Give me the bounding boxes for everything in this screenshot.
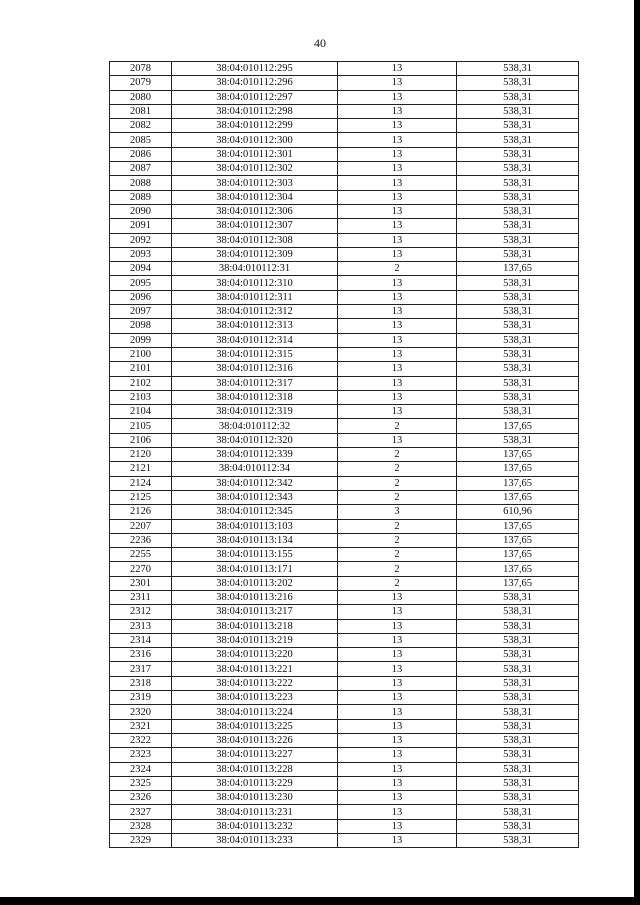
amount-cell: 538,31 [457, 204, 579, 218]
table-row [110, 490, 579, 504]
quantity-cell: 13 [338, 605, 457, 619]
quantity-cell: 13 [338, 719, 457, 733]
quantity-cell: 13 [338, 319, 457, 333]
row-number-cell: 2087 [110, 162, 172, 176]
quantity-cell: 3 [338, 505, 457, 519]
row-number-cell: 2313 [110, 619, 172, 633]
quantity-cell: 13 [338, 791, 457, 805]
table-row [110, 219, 579, 233]
amount-cell: 538,31 [457, 290, 579, 304]
quantity-cell: 2 [338, 490, 457, 504]
amount-cell: 538,31 [457, 433, 579, 447]
quantity-cell: 13 [338, 748, 457, 762]
cadastral-number-cell: 38:04:010112:300 [172, 133, 338, 147]
table-row [110, 147, 579, 161]
cadastral-number-cell: 38:04:010113:218 [172, 619, 338, 633]
table-row [110, 619, 579, 633]
quantity-cell: 13 [338, 648, 457, 662]
amount-cell: 538,31 [457, 147, 579, 161]
amount-cell: 137,65 [457, 576, 579, 590]
amount-cell: 538,31 [457, 90, 579, 104]
scan-edge-bottom [0, 897, 640, 905]
table-row [110, 104, 579, 118]
table-row [110, 376, 579, 390]
cadastral-number-cell: 38:04:010113:222 [172, 676, 338, 690]
row-number-cell: 2329 [110, 834, 172, 848]
quantity-cell: 2 [338, 519, 457, 533]
cadastral-number-cell: 38:04:010112:299 [172, 119, 338, 133]
amount-cell: 538,31 [457, 319, 579, 333]
quantity-cell: 13 [338, 376, 457, 390]
cadastral-number-cell: 38:04:010113:216 [172, 590, 338, 604]
table-row [110, 562, 579, 576]
amount-cell: 538,31 [457, 705, 579, 719]
cadastral-number-cell: 38:04:010112:316 [172, 362, 338, 376]
amount-cell: 538,31 [457, 347, 579, 361]
table-row [110, 762, 579, 776]
amount-cell: 538,31 [457, 619, 579, 633]
amount-cell: 538,31 [457, 104, 579, 118]
table-row [110, 305, 579, 319]
row-number-cell: 2317 [110, 662, 172, 676]
row-number-cell: 2096 [110, 290, 172, 304]
row-number-cell: 2080 [110, 90, 172, 104]
table-row [110, 190, 579, 204]
row-number-cell: 2319 [110, 691, 172, 705]
row-number-cell: 2082 [110, 119, 172, 133]
row-number-cell: 2311 [110, 590, 172, 604]
table-row [110, 162, 579, 176]
cadastral-number-cell: 38:04:010112:312 [172, 305, 338, 319]
table-row [110, 247, 579, 261]
amount-cell: 538,31 [457, 190, 579, 204]
amount-cell: 137,65 [457, 462, 579, 476]
cadastral-number-cell: 38:04:010112:297 [172, 90, 338, 104]
amount-cell: 538,31 [457, 691, 579, 705]
table-row [110, 76, 579, 90]
table-row [110, 290, 579, 304]
amount-cell: 538,31 [457, 162, 579, 176]
cadastral-number-cell: 38:04:010113:231 [172, 805, 338, 819]
cadastral-number-cell: 38:04:010112:319 [172, 405, 338, 419]
row-number-cell: 2326 [110, 791, 172, 805]
row-number-cell: 2092 [110, 233, 172, 247]
amount-cell: 538,31 [457, 247, 579, 261]
row-number-cell: 2124 [110, 476, 172, 490]
cadastral-number-cell: 38:04:010113:225 [172, 719, 338, 733]
row-number-cell: 2105 [110, 419, 172, 433]
cadastral-number-cell: 38:04:010113:217 [172, 605, 338, 619]
amount-cell: 538,31 [457, 362, 579, 376]
quantity-cell: 13 [338, 305, 457, 319]
cadastral-number-cell: 38:04:010112:306 [172, 204, 338, 218]
quantity-cell: 13 [338, 834, 457, 848]
quantity-cell: 2 [338, 533, 457, 547]
cadastral-number-cell: 38:04:010112:318 [172, 390, 338, 404]
cadastral-number-cell: 38:04:010113:219 [172, 633, 338, 647]
table-row [110, 776, 579, 790]
row-number-cell: 2103 [110, 390, 172, 404]
quantity-cell: 2 [338, 462, 457, 476]
row-number-cell: 2121 [110, 462, 172, 476]
cadastral-number-cell: 38:04:010113:224 [172, 705, 338, 719]
amount-cell: 538,31 [457, 762, 579, 776]
cadastral-number-cell: 38:04:010112:307 [172, 219, 338, 233]
row-number-cell: 2102 [110, 376, 172, 390]
cadastral-number-cell: 38:04:010112:298 [172, 104, 338, 118]
quantity-cell: 13 [338, 62, 457, 76]
quantity-cell: 13 [338, 390, 457, 404]
amount-cell: 538,31 [457, 276, 579, 290]
table-row [110, 433, 579, 447]
amount-cell: 538,31 [457, 633, 579, 647]
row-number-cell: 2086 [110, 147, 172, 161]
quantity-cell: 13 [338, 362, 457, 376]
row-number-cell: 2325 [110, 776, 172, 790]
cadastral-number-cell: 38:04:010113:220 [172, 648, 338, 662]
cadastral-number-cell: 38:04:010113:230 [172, 791, 338, 805]
row-number-cell: 2301 [110, 576, 172, 590]
quantity-cell: 13 [338, 662, 457, 676]
quantity-cell: 13 [338, 805, 457, 819]
row-number-cell: 2098 [110, 319, 172, 333]
amount-cell: 137,65 [457, 533, 579, 547]
table-row [110, 691, 579, 705]
cadastral-number-cell: 38:04:010112:317 [172, 376, 338, 390]
row-number-cell: 2270 [110, 562, 172, 576]
cadastral-number-cell: 38:04:010112:311 [172, 290, 338, 304]
cadastral-number-cell: 38:04:010113:227 [172, 748, 338, 762]
cadastral-number-cell: 38:04:010112:345 [172, 505, 338, 519]
cadastral-number-cell: 38:04:010112:308 [172, 233, 338, 247]
cadastral-number-cell: 38:04:010113:171 [172, 562, 338, 576]
quantity-cell: 13 [338, 176, 457, 190]
row-number-cell: 2104 [110, 405, 172, 419]
row-number-cell: 2090 [110, 204, 172, 218]
cadastral-number-cell: 38:04:010113:232 [172, 819, 338, 833]
table-row [110, 733, 579, 747]
quantity-cell: 13 [338, 633, 457, 647]
amount-cell: 538,31 [457, 648, 579, 662]
cadastral-number-cell: 38:04:010112:320 [172, 433, 338, 447]
quantity-cell: 13 [338, 247, 457, 261]
cadastral-number-cell: 38:04:010112:295 [172, 62, 338, 76]
cadastral-number-cell: 38:04:010112:304 [172, 190, 338, 204]
parcel-table [109, 61, 579, 848]
table-row [110, 748, 579, 762]
quantity-cell: 2 [338, 262, 457, 276]
amount-cell: 538,31 [457, 834, 579, 848]
amount-cell: 538,31 [457, 719, 579, 733]
quantity-cell: 13 [338, 119, 457, 133]
amount-cell: 538,31 [457, 62, 579, 76]
row-number-cell: 2328 [110, 819, 172, 833]
table-row [110, 362, 579, 376]
amount-cell: 538,31 [457, 333, 579, 347]
quantity-cell: 13 [338, 133, 457, 147]
table-row [110, 419, 579, 433]
table-row [110, 204, 579, 218]
amount-cell: 538,31 [457, 76, 579, 90]
table-row [110, 576, 579, 590]
amount-cell: 137,65 [457, 476, 579, 490]
amount-cell: 538,31 [457, 176, 579, 190]
parcel-table-body [110, 62, 579, 848]
cadastral-number-cell: 38:04:010112:34 [172, 462, 338, 476]
table-row [110, 233, 579, 247]
row-number-cell: 2318 [110, 676, 172, 690]
cadastral-number-cell: 38:04:010112:315 [172, 347, 338, 361]
cadastral-number-cell: 38:04:010113:155 [172, 548, 338, 562]
amount-cell: 538,31 [457, 405, 579, 419]
row-number-cell: 2320 [110, 705, 172, 719]
scan-edge-right [634, 0, 640, 905]
cadastral-number-cell: 38:04:010112:31 [172, 262, 338, 276]
row-number-cell: 2085 [110, 133, 172, 147]
quantity-cell: 2 [338, 419, 457, 433]
amount-cell: 538,31 [457, 590, 579, 604]
row-number-cell: 2100 [110, 347, 172, 361]
row-number-cell: 2255 [110, 548, 172, 562]
row-number-cell: 2314 [110, 633, 172, 647]
table-row [110, 90, 579, 104]
amount-cell: 538,31 [457, 662, 579, 676]
quantity-cell: 13 [338, 190, 457, 204]
table-row [110, 705, 579, 719]
cadastral-number-cell: 38:04:010113:134 [172, 533, 338, 547]
cadastral-number-cell: 38:04:010112:313 [172, 319, 338, 333]
quantity-cell: 13 [338, 219, 457, 233]
amount-cell: 538,31 [457, 791, 579, 805]
table-row [110, 448, 579, 462]
table-row [110, 648, 579, 662]
cadastral-number-cell: 38:04:010112:302 [172, 162, 338, 176]
row-number-cell: 2091 [110, 219, 172, 233]
quantity-cell: 13 [338, 676, 457, 690]
amount-cell: 538,31 [457, 676, 579, 690]
quantity-cell: 13 [338, 290, 457, 304]
table-row [110, 519, 579, 533]
amount-cell: 137,65 [457, 262, 579, 276]
row-number-cell: 2078 [110, 62, 172, 76]
amount-cell: 538,31 [457, 119, 579, 133]
amount-cell: 538,31 [457, 819, 579, 833]
quantity-cell: 13 [338, 776, 457, 790]
amount-cell: 538,31 [457, 376, 579, 390]
cadastral-number-cell: 38:04:010112:314 [172, 333, 338, 347]
table-row [110, 476, 579, 490]
quantity-cell: 13 [338, 433, 457, 447]
amount-cell: 538,31 [457, 233, 579, 247]
table-row [110, 633, 579, 647]
table-row [110, 505, 579, 519]
row-number-cell: 2097 [110, 305, 172, 319]
amount-cell: 137,65 [457, 519, 579, 533]
row-number-cell: 2093 [110, 247, 172, 261]
quantity-cell: 13 [338, 347, 457, 361]
table-row [110, 662, 579, 676]
amount-cell: 137,65 [457, 562, 579, 576]
table-row [110, 819, 579, 833]
row-number-cell: 2081 [110, 104, 172, 118]
table-row [110, 133, 579, 147]
table-row [110, 405, 579, 419]
row-number-cell: 2321 [110, 719, 172, 733]
amount-cell: 538,31 [457, 305, 579, 319]
amount-cell: 610,96 [457, 505, 579, 519]
quantity-cell: 2 [338, 476, 457, 490]
row-number-cell: 2207 [110, 519, 172, 533]
row-number-cell: 2126 [110, 505, 172, 519]
quantity-cell: 13 [338, 162, 457, 176]
cadastral-number-cell: 38:04:010112:303 [172, 176, 338, 190]
row-number-cell: 2079 [110, 76, 172, 90]
cadastral-number-cell: 38:04:010113:233 [172, 834, 338, 848]
quantity-cell: 2 [338, 448, 457, 462]
quantity-cell: 13 [338, 104, 457, 118]
cadastral-number-cell: 38:04:010112:296 [172, 76, 338, 90]
row-number-cell: 2316 [110, 648, 172, 662]
table-row [110, 319, 579, 333]
quantity-cell: 13 [338, 90, 457, 104]
table-row [110, 590, 579, 604]
table-row [110, 390, 579, 404]
quantity-cell: 13 [338, 619, 457, 633]
row-number-cell: 2323 [110, 748, 172, 762]
cadastral-number-cell: 38:04:010113:228 [172, 762, 338, 776]
page-number: 40 [314, 36, 326, 50]
cadastral-number-cell: 38:04:010112:339 [172, 448, 338, 462]
quantity-cell: 13 [338, 76, 457, 90]
row-number-cell: 2327 [110, 805, 172, 819]
quantity-cell: 13 [338, 762, 457, 776]
amount-cell: 538,31 [457, 776, 579, 790]
row-number-cell: 2312 [110, 605, 172, 619]
table-row [110, 262, 579, 276]
table-row [110, 462, 579, 476]
quantity-cell: 13 [338, 204, 457, 218]
quantity-cell: 13 [338, 733, 457, 747]
quantity-cell: 13 [338, 405, 457, 419]
cadastral-number-cell: 38:04:010113:226 [172, 733, 338, 747]
row-number-cell: 2236 [110, 533, 172, 547]
quantity-cell: 13 [338, 819, 457, 833]
amount-cell: 137,65 [457, 490, 579, 504]
cadastral-number-cell: 38:04:010112:310 [172, 276, 338, 290]
quantity-cell: 13 [338, 590, 457, 604]
cadastral-number-cell: 38:04:010113:223 [172, 691, 338, 705]
amount-cell: 538,31 [457, 390, 579, 404]
table-row [110, 276, 579, 290]
amount-cell: 538,31 [457, 133, 579, 147]
amount-cell: 538,31 [457, 748, 579, 762]
row-number-cell: 2120 [110, 448, 172, 462]
table-row [110, 533, 579, 547]
cadastral-number-cell: 38:04:010113:229 [172, 776, 338, 790]
amount-cell: 137,65 [457, 548, 579, 562]
cadastral-number-cell: 38:04:010112:309 [172, 247, 338, 261]
cadastral-number-cell: 38:04:010113:202 [172, 576, 338, 590]
quantity-cell: 13 [338, 691, 457, 705]
quantity-cell: 13 [338, 147, 457, 161]
amount-cell: 538,31 [457, 733, 579, 747]
table-row [110, 548, 579, 562]
amount-cell: 538,31 [457, 219, 579, 233]
table-row [110, 605, 579, 619]
cadastral-number-cell: 38:04:010112:301 [172, 147, 338, 161]
table-row [110, 676, 579, 690]
row-number-cell: 2099 [110, 333, 172, 347]
cadastral-number-cell: 38:04:010112:32 [172, 419, 338, 433]
quantity-cell: 2 [338, 548, 457, 562]
amount-cell: 137,65 [457, 419, 579, 433]
row-number-cell: 2094 [110, 262, 172, 276]
table-row [110, 805, 579, 819]
table-row [110, 834, 579, 848]
row-number-cell: 2095 [110, 276, 172, 290]
quantity-cell: 2 [338, 576, 457, 590]
cadastral-number-cell: 38:04:010112:342 [172, 476, 338, 490]
row-number-cell: 2322 [110, 733, 172, 747]
row-number-cell: 2101 [110, 362, 172, 376]
row-number-cell: 2125 [110, 490, 172, 504]
cadastral-number-cell: 38:04:010113:221 [172, 662, 338, 676]
amount-cell: 538,31 [457, 605, 579, 619]
table-row [110, 333, 579, 347]
amount-cell: 137,65 [457, 448, 579, 462]
table-row [110, 176, 579, 190]
row-number-cell: 2088 [110, 176, 172, 190]
row-number-cell: 2324 [110, 762, 172, 776]
quantity-cell: 13 [338, 705, 457, 719]
quantity-cell: 2 [338, 562, 457, 576]
row-number-cell: 2089 [110, 190, 172, 204]
table-row [110, 791, 579, 805]
cadastral-number-cell: 38:04:010113:103 [172, 519, 338, 533]
amount-cell: 538,31 [457, 805, 579, 819]
table-row [110, 62, 579, 76]
table-row [110, 119, 579, 133]
quantity-cell: 13 [338, 333, 457, 347]
row-number-cell: 2106 [110, 433, 172, 447]
table-row [110, 347, 579, 361]
cadastral-number-cell: 38:04:010112:343 [172, 490, 338, 504]
quantity-cell: 13 [338, 233, 457, 247]
quantity-cell: 13 [338, 276, 457, 290]
table-row [110, 719, 579, 733]
